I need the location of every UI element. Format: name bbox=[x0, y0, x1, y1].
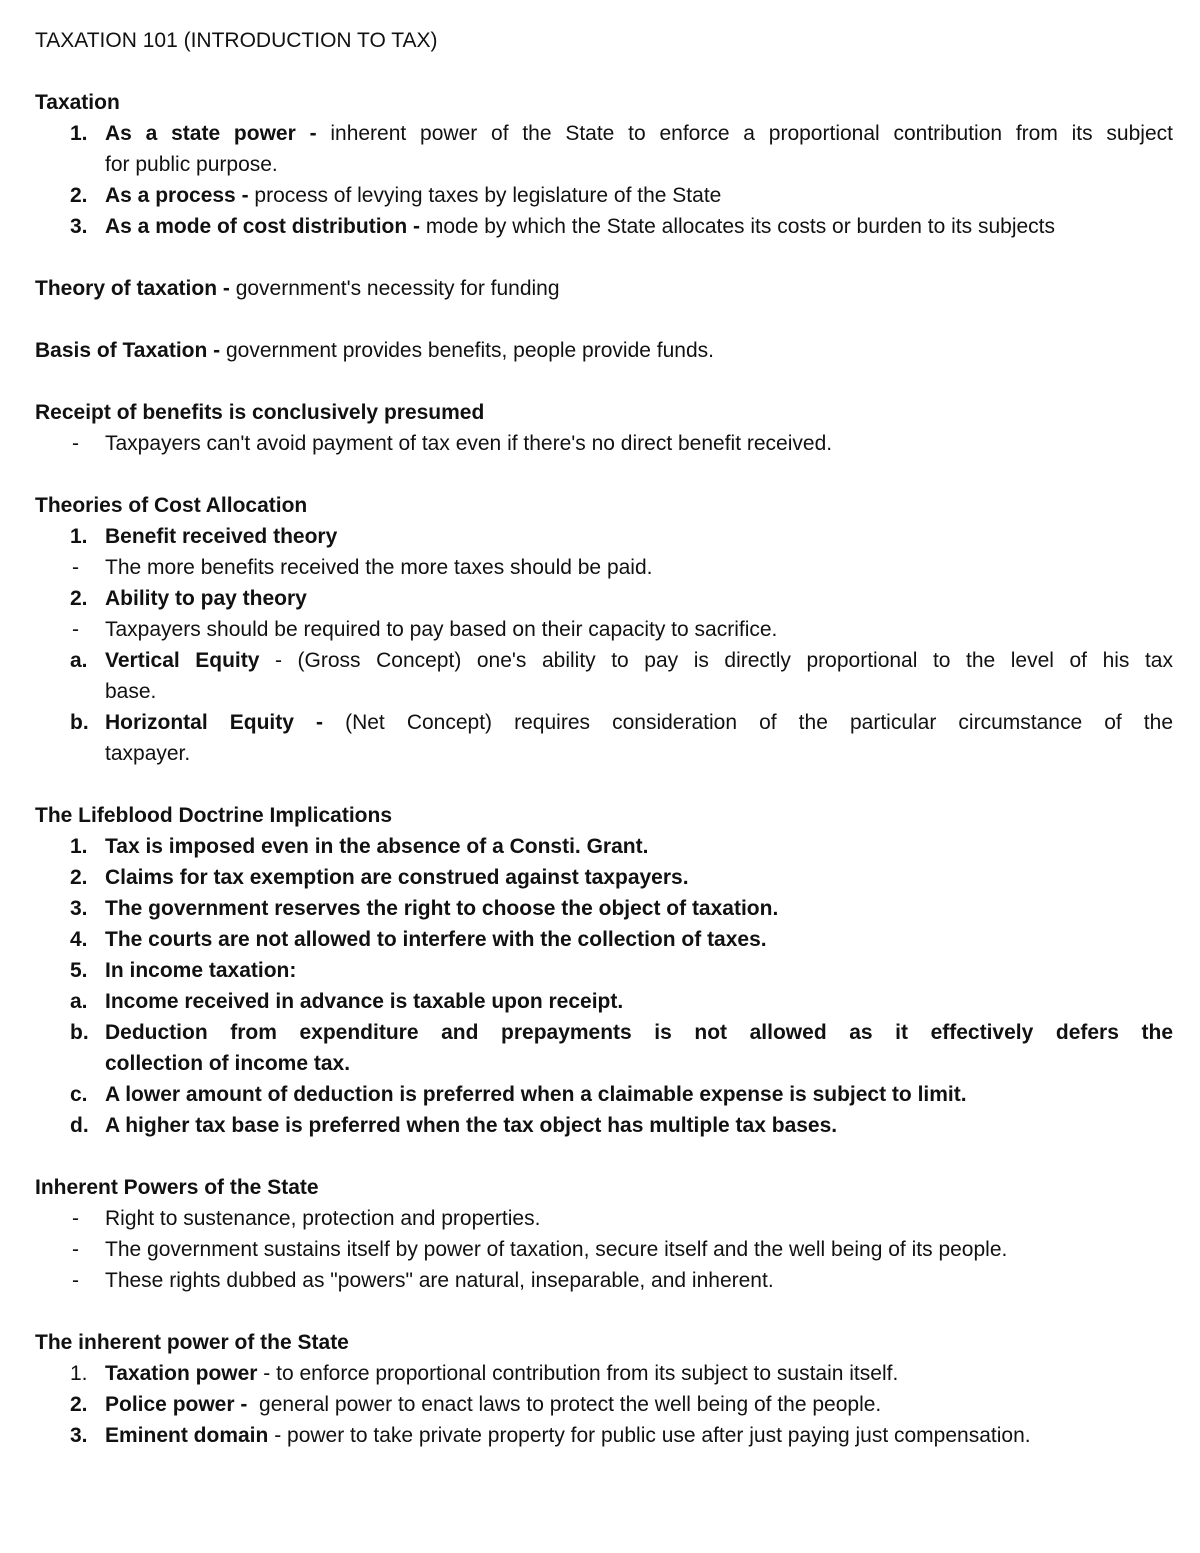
dash-bullet: - bbox=[72, 1269, 79, 1292]
list-number: 2. bbox=[70, 184, 88, 207]
list-text: As a mode of cost distribution - mode by which the State allocates its costs or burden to its subjects bbox=[105, 215, 1055, 238]
dash-bullet: - bbox=[72, 556, 79, 579]
document-title: TAXATION 101 (INTRODUCTION TO TAX) bbox=[35, 29, 438, 52]
cost-allocation-heading: Theories of Cost Allocation bbox=[35, 494, 308, 517]
list-text: As a process - process of levying taxes by legislature of the State bbox=[105, 184, 722, 207]
taxation-heading: Taxation bbox=[35, 91, 120, 114]
dash-bullet: - bbox=[72, 618, 79, 641]
receipt-heading: Receipt of benefits is conclusively presumed bbox=[35, 401, 485, 424]
basis-of-taxation: Basis of Taxation - government provides benefits, people provide funds. bbox=[35, 339, 714, 362]
dash-bullet: - bbox=[72, 1207, 79, 1230]
list-number: 3. bbox=[70, 215, 88, 238]
theory-of-taxation: Theory of taxation - government's necessity for funding bbox=[35, 277, 560, 300]
list-number: 1. bbox=[70, 122, 88, 145]
list-text: As a state power - inherent power of the State to enforce a proportional contribution from its subject bbox=[105, 122, 1173, 145]
dash-bullet: - bbox=[72, 432, 79, 455]
dash-bullet: - bbox=[72, 1238, 79, 1261]
document-page: TAXATION 101 (INTRODUCTION TO TAX) Taxation 1. As a state power - inherent power of the State to enforce a proportional contribution from its subject for public purpose. 2. As a process - process of levying taxes by legislature of the State 3. As a mode of cost distribution - mode by which the State allocates its costs or burden to its subjects Theory of taxation - government's necessity for funding Basis of Taxation - government provides benefits, people provide funds. Receipt of benefits is conclusively presumed - Taxpayers can't avoid payment of tax even if there's no direct benefit received. Theories of Cost Allocation 1. Benefit received theory - The more benefits received the more taxes should be paid. 2. Ability to pay theory - Taxpayers should be required to pay based on their capacity to sacrifice. a. Vertical Equity - (Gross Concept) one's ability to pay is directly proportional to the level of his tax base. b. Horizontal Equity - (Net Concept) requires consideration of the particular circumstance of the taxpayer. The Lifeblood Doctrine Implications 1. Tax is imposed even in the absence of a Consti. Grant. 2. Claims for tax exemption are construed against taxpayers. 3. The government reserves the right to choose the object of taxation. 4. The courts are not allowed to interfere with the collection of taxes. 5. In income taxation: a. Income received in advance is taxable upon receipt. b. Deduction from expenditure and prepayments is not allowed as it effectively defers the collection of income tax. c. A lower amount of deduction is preferred when a claimable expense is subject to limit. d. A higher tax base is preferred when the tax object has multiple tax bases. Inherent Powers of the State - Right to sustenance, protection and properties. - The government sustains itself by power of taxation, secure itself and the well being of its people. - These rights dubbed as "powers" are natural, inseparable, and inherent. The inherent power of the State 1. Taxation power - to enforce proportional contribution from its subject to sustain itself. 2. Police power - general power to enact laws to protect the well being of the people. 3. Eminent domain - power to take private property for public use after just paying just compensation. bbox=[0, 0, 1200, 1553]
inherent-power-heading: The inherent power of the State bbox=[35, 1331, 349, 1354]
inherent-powers-heading: Inherent Powers of the State bbox=[35, 1176, 319, 1199]
lifeblood-heading: The Lifeblood Doctrine Implications bbox=[35, 804, 393, 827]
